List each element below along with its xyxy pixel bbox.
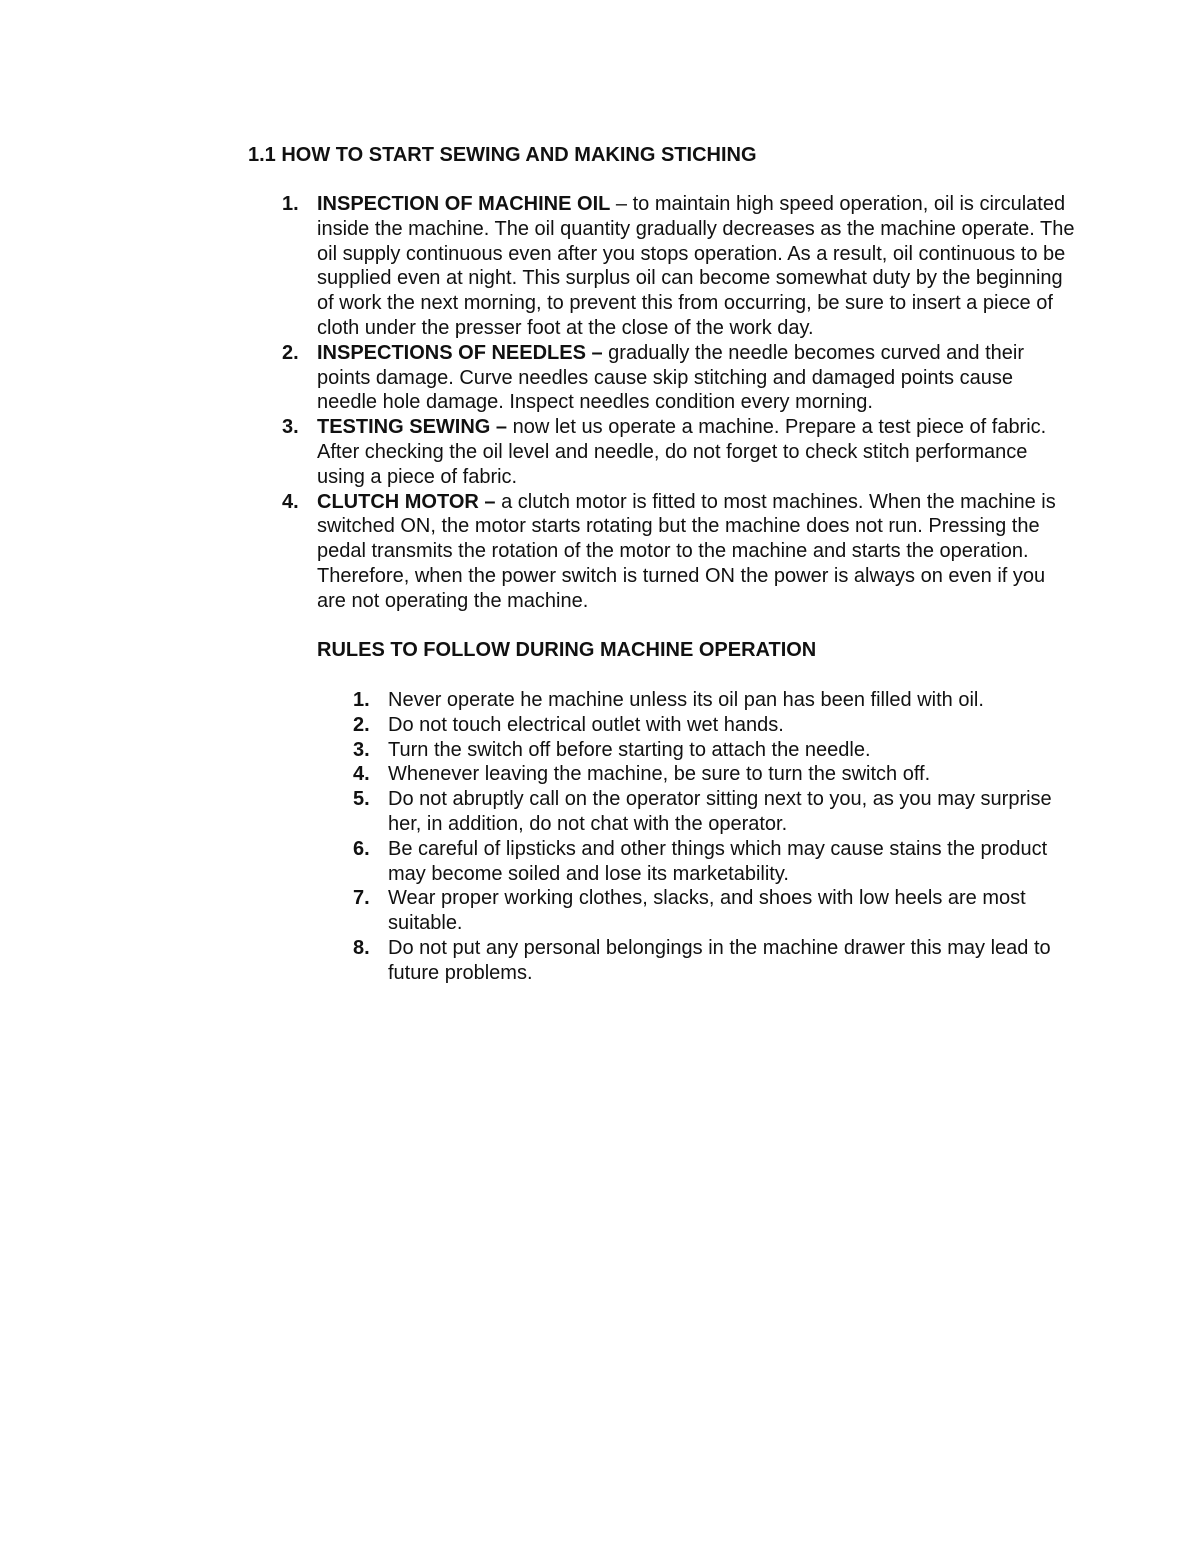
list-item-term: CLUTCH MOTOR – — [317, 490, 496, 513]
rule-item — [0, 837, 1068, 887]
list-item-text: – to maintain high speed operation, oil is circulated inside the machine. The oil quantity gradually decreases as the machine operate. The oil supply continuous even after you stops operation. As a result, oil continuous to be supplied even at night. This surplus oil can become somewhat duty by the beginning of work the next morning, to prevent this from occurring, be sure to insert a piece of cloth under the presser foot at the close of the work day. — [317, 193, 1075, 339]
list-item — [0, 341, 1077, 415]
rule-number: 8. — [353, 936, 370, 959]
list-item — [0, 490, 1077, 614]
rule-text: Do not put any personal belongings in the machine drawer this may lead to future problems. — [388, 936, 1051, 984]
rule-text: Do not abruptly call on the operator sitting next to you, as you may surprise her, in addition, do not chat with the operator. — [388, 788, 1052, 835]
rule-item — [0, 886, 1068, 936]
rule-text: Be careful of lipsticks and other things which may cause stains the product may become soiled and lose its marketability. — [388, 837, 1048, 885]
list-item-number: 4. — [282, 490, 299, 513]
rule-text: Wear proper working clothes, slacks, and shoes with low heels are most suitable. — [388, 887, 1026, 935]
rule-number: 2. — [353, 713, 370, 736]
list-item-term: INSPECTION OF MACHINE OIL — [317, 193, 611, 215]
rule-text: Turn the switch off before starting to attach the needle. — [388, 738, 871, 761]
rule-item — [0, 787, 1068, 837]
rules-list — [0, 688, 1200, 986]
rule-text: Whenever leaving the machine, be sure to turn the switch off. — [388, 763, 931, 786]
rule-item — [0, 713, 1068, 738]
rule-text: Do not touch electrical outlet with wet hands. — [388, 713, 784, 736]
rules-heading: RULES TO FOLLOW DURING MACHINE OPERATION — [317, 639, 817, 661]
list-item-term: INSPECTIONS OF NEEDLES – — [317, 341, 603, 364]
list-item — [0, 415, 1077, 489]
inspection-list — [0, 192, 1200, 614]
list-item-text: a clutch motor is fitted to most machines. When the machine is switched ON, the motor starts rotating but the machine does not run. Pressing the pedal transmits the rotation of the motor to the machine and starts the operation. Therefore, when the power switch is turned ON the power is always on even if you are not operating the machine. — [317, 490, 1056, 612]
list-item-text: now let us operate a machine. Prepare a test piece of fabric. After checking the oil level and needle, do not forget to check stitch performance using a piece of fabric. — [317, 416, 1047, 488]
rule-item — [0, 688, 1068, 713]
rule-number: 1. — [353, 689, 370, 711]
list-item — [0, 192, 1077, 341]
list-item-number: 2. — [282, 341, 299, 364]
list-item-number: 1. — [282, 193, 299, 215]
rule-number: 5. — [353, 788, 370, 811]
rule-item — [0, 762, 1068, 787]
section-heading: 1.1 HOW TO START SEWING AND MAKING STICHING — [248, 144, 757, 166]
list-item-text: gradually the needle becomes curved and their points damage. Curve needles cause skip stitching and damaged points cause needle hole damage. Inspect needles condition every morning. — [317, 341, 1024, 414]
list-item-number: 3. — [282, 416, 299, 439]
rule-number: 7. — [353, 887, 370, 910]
list-item-term: TESTING SEWING – — [317, 416, 508, 439]
rule-number: 4. — [353, 763, 370, 786]
rule-number: 6. — [353, 837, 370, 860]
rule-item — [0, 936, 1068, 986]
rule-item — [0, 738, 1068, 763]
rule-number: 3. — [353, 738, 370, 761]
rule-text: Never operate he machine unless its oil pan has been filled with oil. — [388, 689, 984, 711]
